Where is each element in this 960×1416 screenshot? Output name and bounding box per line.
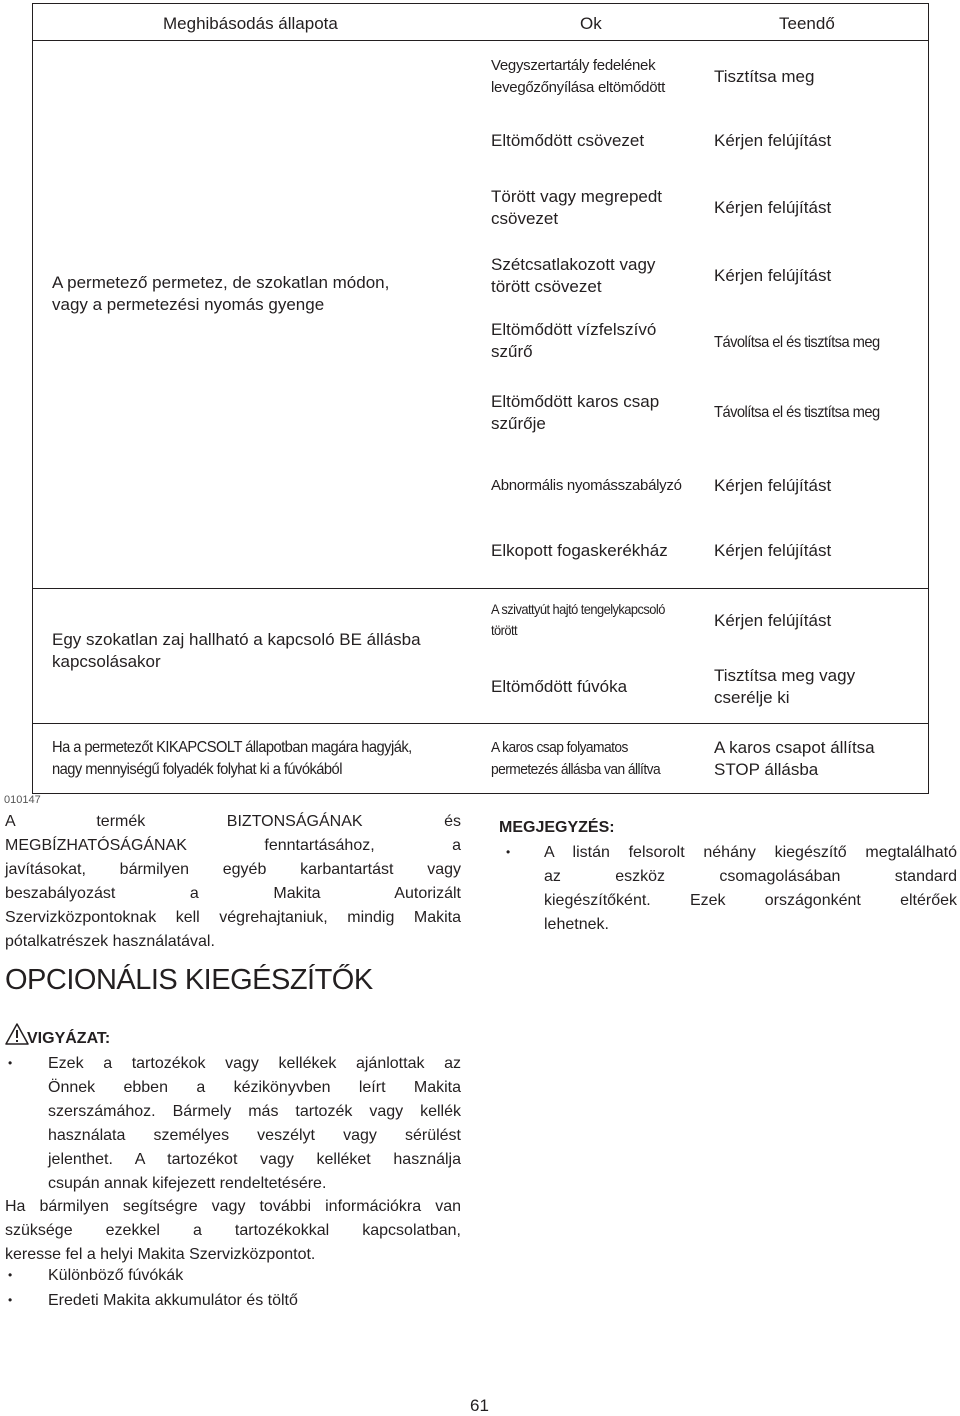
table-cell-cause: Szétcsatlakozott vagy törött csövezet xyxy=(491,255,656,296)
table-cell-action: Tisztítsa meg vagy cserélje ki xyxy=(714,666,856,707)
table-cell-cause: Eltömődött karos csap szűrője xyxy=(491,392,660,433)
table-group-divider xyxy=(32,588,929,589)
table-cell-cause: A szivattyút hajtó tengelykapcsoló törött xyxy=(491,601,665,638)
table-cell-cause: A karos csap folyamatos permetezés állásba van állítva xyxy=(491,739,661,778)
table-group-divider xyxy=(32,723,929,724)
table-header-condition: Meghibásodás állapota xyxy=(163,14,338,33)
table-cell-cause: Törött vagy megrepedt csövezet xyxy=(491,187,663,228)
table-cell-action: Kérjen felújítást xyxy=(714,266,832,285)
table-cell-condition: Egy szokatlan zaj hallható a kapcsoló BE állásba kapcsolásakor xyxy=(52,630,421,671)
table-cell-cause: Eltömődött vízfelszívó szűrő xyxy=(491,320,657,361)
table-header-cause: Ok xyxy=(580,14,602,33)
table-cell-condition: A permetező permetez, de szokatlan módon, vagy a permetezési nyomás gyenge xyxy=(52,273,390,314)
table-cell-cause: Vegyszertartály fedelének levegőzőnyílása eltömődött xyxy=(491,57,665,96)
note-text: A listán felsorolt néhány kiegészítő megtalálható az eszköz csomagolásában standard kiegészítőként. Ezek országonként eltérőek lehetnek. xyxy=(544,844,957,933)
table-cell-action: A karos csapot állítsa STOP állásba xyxy=(714,738,875,779)
table-cell-condition: Ha a permetezőt KIKAPCSOLT állapotban magára hagyják, nagy mennyiségű folyadék folyhat ki a fúvókából xyxy=(52,739,412,778)
table-cell-action: Kérjen felújítást xyxy=(714,541,832,560)
safety-paragraph: A termék BIZTONSÁGÁNAK és MEGBÍZHATÓSÁGÁNAK fenntartásához, a javításokat, bármilyen egyéb karbantartást vagy beszabályozást a Makita Autorizált Szervizközpontoknak kell végrehajtaniuk, mindig Makita pótalkatrészek használatával. xyxy=(5,813,461,950)
table-header-divider xyxy=(32,40,929,41)
accessory-item: Eredeti Makita akkumulátor és töltő xyxy=(48,1292,298,1309)
table-cell-cause: Eltömődött csövezet xyxy=(491,131,645,150)
table-border-right xyxy=(928,3,929,794)
bullet-icon: • xyxy=(8,1293,13,1307)
table-cell-action: Kérjen felújítást xyxy=(714,611,832,630)
table-cell-action: Kérjen felújítást xyxy=(714,198,832,217)
bullet-icon: • xyxy=(8,1056,13,1070)
table-header-action: Teendő xyxy=(779,14,835,33)
table-cell-cause: Elkopott fogaskerékház xyxy=(491,541,668,560)
accessory-item: Különböző fúvókák xyxy=(48,1267,184,1284)
table-cell-cause: Abnormális nyomásszabályzó xyxy=(491,477,682,494)
caution-bullet-text: Ezek a tartozékok vagy kellékek ajánlottak az Önnek ebben a kézikönyvben leírt Makita szerszámához. Bármely más tartozék vagy kellék használata személyes veszélyt vagy sérülést jelenthet. A tartozékot vagy kelléket használja csupán annak kifejezett rendeltetésére. xyxy=(48,1055,461,1192)
caution-help-text: Ha bármilyen segítségre vagy további információkra van szüksége ezekkel a tartozékokkal kapcsolatban, keresse fel a helyi Makita Szervizközpontot. xyxy=(5,1198,461,1263)
table-cell-action: Kérjen felújítást xyxy=(714,131,832,150)
table-border-top xyxy=(32,3,929,4)
bullet-icon: • xyxy=(506,845,511,859)
bullet-icon: • xyxy=(8,1268,13,1282)
table-cell-cause: Eltömődött fúvóka xyxy=(491,677,628,696)
page-number: 61 xyxy=(470,1396,489,1415)
caution-title: VIGYÁZAT: xyxy=(27,1030,111,1047)
warning-triangle-icon xyxy=(5,1023,29,1045)
note-title: MEGJEGYZÉS: xyxy=(499,819,615,836)
table-cell-action: Kérjen felújítást xyxy=(714,476,832,495)
document-code: 010147 xyxy=(4,794,41,806)
table-cell-action: Távolítsa el és tisztítsa meg xyxy=(714,404,880,421)
table-cell-action: Tisztítsa meg xyxy=(714,67,815,86)
table-border-bottom xyxy=(32,793,929,794)
table-cell-action: Távolítsa el és tisztítsa meg xyxy=(714,334,880,351)
section-title: OPCIONÁLIS KIEGÉSZÍTŐK xyxy=(5,964,373,996)
table-border-left xyxy=(32,3,33,794)
